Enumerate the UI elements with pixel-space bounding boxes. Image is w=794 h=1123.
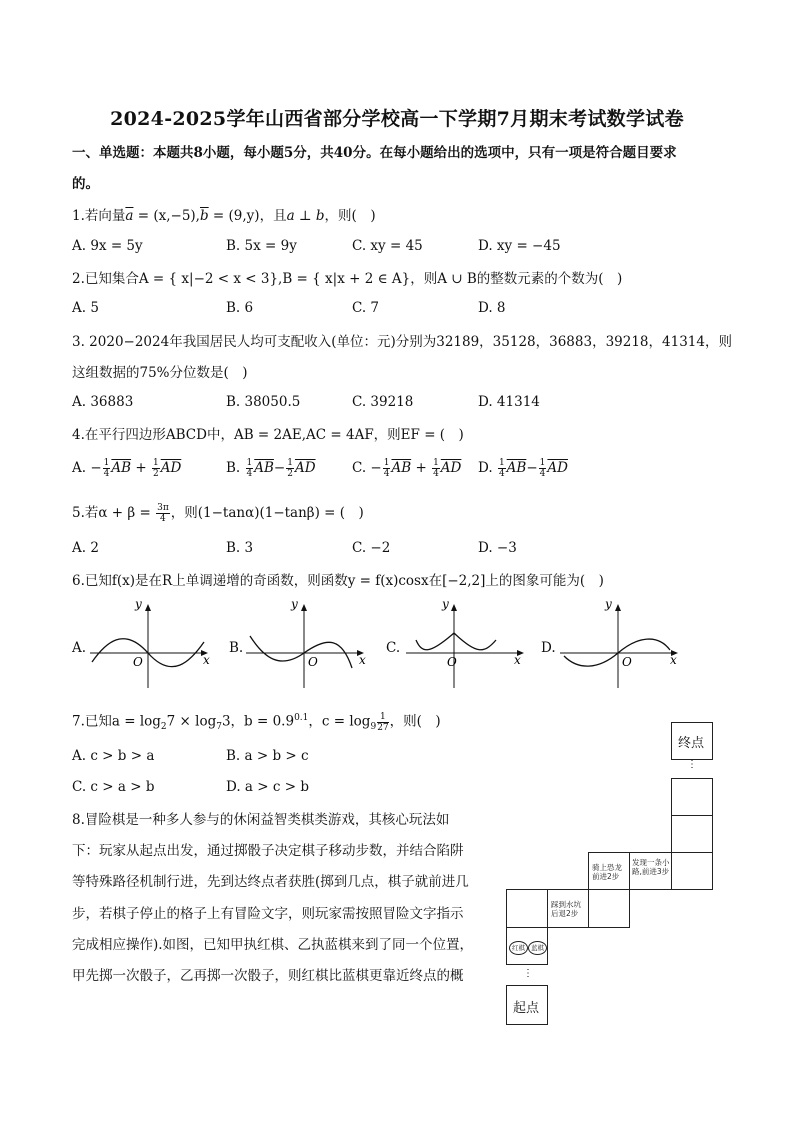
vector-ad: $\overline{AD}$	[294, 460, 316, 476]
y-label: y	[605, 598, 612, 611]
q1-perp: a ⊥ b	[286, 208, 325, 224]
q6-graph-d	[558, 598, 688, 690]
q4-plus: +	[411, 460, 432, 476]
q8-line-5: 完成相应操作).如图，已知甲执红棋、乙执蓝棋来到了同一个位置，	[72, 937, 474, 953]
q3-option-c: C. 39218	[352, 394, 414, 410]
q3-option-a: A. 36883	[72, 394, 134, 410]
board-cell-path	[629, 852, 672, 890]
section-heading-cont: 的。	[72, 176, 99, 192]
question-7-stem	[72, 708, 441, 737]
board-end-cell	[671, 722, 713, 760]
q1-option-b: B. 5x = 9y	[226, 238, 297, 254]
vector-ad: $\overline{AD}$	[160, 460, 182, 476]
origin-label: O	[133, 655, 143, 669]
question-2-stem: 2.已知集合A = { x|−2 < x < 3},B = { x|x + 2 ∈ A}，则A ∪ B的整数元素的个数为( )	[72, 271, 623, 287]
q3-option-d: D. 41314	[478, 394, 540, 410]
q2-option-b: B. 6	[226, 300, 254, 316]
vector-ab: $\overline{AB}$	[506, 460, 527, 476]
cell-path-text: 发现一条小路,前进3步	[632, 858, 670, 876]
cell-puddle-text: 踩到水坑后退2步	[551, 900, 581, 918]
q7-sub: 7	[216, 722, 222, 733]
q1-text: = (x,−5),	[133, 208, 200, 224]
q2-option-a: A. 5	[72, 300, 99, 316]
board-cell	[671, 778, 713, 816]
q4-fraction: $\frac{1}{2}$	[152, 458, 159, 479]
q7-sub: 9	[370, 722, 377, 733]
q4-opt-prefix: A. −	[72, 460, 102, 476]
q1-option-d: D. xy = −45	[478, 238, 561, 254]
q8-line-4: 步，若棋子停止的格子上有冒险文字，则玩家需按照冒险文字指示	[72, 906, 464, 922]
q4-fraction: $\frac{1}{4}$	[539, 458, 546, 479]
board-cell-puddle	[547, 889, 589, 928]
vector-ad: $\overline{AD}$	[440, 460, 462, 476]
vector-ab: $\overline{AB}$	[254, 460, 274, 476]
q4-option-d	[478, 458, 568, 479]
q4-option-b	[226, 458, 316, 479]
q4-opt-prefix: B.	[226, 460, 245, 476]
q7-text: ，则( )	[389, 713, 441, 730]
origin-label: O	[622, 655, 632, 669]
q1-option-c: C. xy = 45	[352, 238, 423, 254]
vector-ab: $\overline{AB}$	[391, 460, 412, 476]
q7-fraction: $\frac{1}{27}$	[377, 711, 389, 733]
question-3-stem-cont: 这组数据的75%分位数是( )	[72, 365, 248, 381]
q6-graph-a	[88, 598, 218, 690]
q8-line-6: 甲先掷一次骰子，乙再掷一次骰子，则红棋比蓝棋更靠近终点的概	[72, 968, 464, 984]
cell-dinosaur-text: 骑上恐龙前进2步	[592, 863, 622, 881]
q3-option-b: B. 38050.5	[226, 394, 301, 410]
q8-line-3: 等特殊路径机制行进，先到达终点者获胜(掷到几点，棋子就前进几	[72, 874, 469, 890]
q1-text: ，则( )	[324, 208, 376, 224]
q5-text: 5.若α + β =	[72, 505, 156, 521]
board-cell-dinosaur	[588, 852, 630, 890]
q4-fraction: $\frac{1}{4}$	[498, 458, 505, 479]
q7-option-c: C. c > a > b	[72, 779, 155, 795]
board-dots-top: ⋮	[687, 759, 697, 770]
board-cell	[671, 815, 713, 853]
q4-opt-prefix: D.	[478, 460, 497, 476]
question-4-stem: 4.在平行四边形ABCD中，AB = 2AE,AC = 4AF，则EF = ( )	[72, 427, 464, 443]
q8-line-2: 下：玩家从起点出发，通过掷骰子决定棋子移动步数，并结合陷阱	[72, 843, 464, 859]
q6-option-b-label: B.	[229, 640, 244, 656]
q6-graph-c	[404, 598, 534, 690]
board-cell	[588, 889, 630, 928]
q2-option-d: D. 8	[478, 300, 506, 316]
q4-minus: −	[526, 460, 538, 476]
q4-option-c	[352, 458, 461, 479]
y-label: y	[135, 598, 142, 611]
board-start-cell	[506, 985, 548, 1025]
q7-sup: 0.1	[294, 713, 309, 723]
q7-text: ，c = log	[308, 713, 371, 730]
x-label: x	[203, 653, 210, 667]
q2-option-c: C. 7	[352, 300, 380, 316]
board-cell	[506, 889, 548, 928]
question-6-stem: 6.已知f(x)是在R上单调递增的奇函数，则函数y = f(x)cosx在[−2,2]上的图象可能为( )	[72, 573, 604, 589]
q4-opt-prefix: C. −	[352, 460, 382, 476]
y-label: y	[291, 598, 298, 611]
page-title: 2024-2025学年山西省部分学校高一下学期7月期末考试数学试卷	[110, 108, 684, 130]
q5-text: ，则(1−tanα)(1−tanβ) = ( )	[170, 505, 364, 521]
q5-fraction: $\frac{3\pi}{4}$	[157, 503, 169, 524]
red-piece: 红棋	[509, 941, 528, 955]
question-3-stem: 3. 2020−2024年我国居民人均可支配收入(单位：元)分别为32189，35128，36883，39218，41314，则	[72, 334, 732, 350]
y-arrow-icon	[451, 604, 457, 611]
x-label: x	[359, 653, 366, 667]
y-arrow-icon	[145, 604, 151, 611]
q7-option-b: B. a > b > c	[226, 748, 309, 764]
q4-fraction: $\frac{1}{4}$	[103, 458, 110, 479]
x-label: x	[670, 653, 677, 667]
q1-text: = (9,y)，且	[208, 208, 287, 224]
q4-fraction: $\frac{1}{4}$	[383, 458, 390, 479]
q7-text: 3，b = 0.9	[221, 713, 295, 730]
board-cell	[671, 852, 713, 890]
q1-option-a: A. 9x = 5y	[72, 238, 143, 254]
q7-text: 7.已知a = log	[72, 713, 161, 730]
y-arrow-icon	[301, 604, 307, 611]
vector-b: $\overline{b}$	[199, 208, 209, 224]
q4-plus: +	[131, 460, 151, 476]
q5-option-d: D. −3	[478, 540, 517, 556]
q7-sub: 2	[160, 722, 167, 733]
question-5-stem	[72, 503, 364, 524]
board-cell-pieces	[506, 927, 548, 965]
q5-option-c: C. −2	[352, 540, 391, 556]
vector-a: $\overline{a}$	[125, 208, 134, 224]
origin-label: O	[447, 655, 457, 669]
q5-option-b: B. 3	[226, 540, 254, 556]
blue-piece: 蓝棋	[528, 941, 547, 955]
vector-ad: $\overline{AD}$	[547, 460, 568, 476]
q8-line-1: 8.冒险棋是一种多人参与的休闲益智类棋类游戏，其核心玩法如	[72, 812, 450, 828]
q7-option-d: D. a > c > b	[226, 779, 309, 795]
y-arrow-icon	[615, 604, 621, 611]
q6-option-c-label: C.	[386, 640, 401, 656]
q6-option-d-label: D.	[541, 640, 556, 656]
q7-option-a: A. c > b > a	[72, 748, 155, 764]
q4-fraction: $\frac{1}{4}$	[433, 458, 439, 479]
q6-graph-b	[244, 598, 374, 690]
y-label: y	[442, 598, 449, 611]
q4-fraction: $\frac{1}{4}$	[246, 458, 253, 479]
q4-minus: −	[273, 460, 286, 476]
x-label: x	[514, 653, 521, 667]
q1-text: 1.若向量	[72, 208, 126, 224]
q4-fraction: $\frac{1}{2}$	[287, 458, 293, 479]
end-label: 终点	[678, 736, 705, 751]
curve	[416, 633, 496, 650]
start-label: 起点	[513, 1001, 540, 1016]
q4-option-a	[72, 458, 181, 479]
q7-text: 7 × log	[166, 713, 217, 730]
q5-option-a: A. 2	[72, 540, 99, 556]
origin-label: O	[308, 655, 318, 669]
board-dots-bottom: ⋮	[523, 968, 533, 979]
curve	[250, 636, 352, 668]
vector-ab: $\overline{AB}$	[111, 460, 132, 476]
section-heading: 一、单选题：本题共8小题，每小题5分，共40分。在每小题给出的选项中，只有一项是符合题目要求	[72, 145, 677, 161]
q6-option-a-label: A.	[72, 640, 87, 656]
question-1-stem	[72, 206, 376, 226]
